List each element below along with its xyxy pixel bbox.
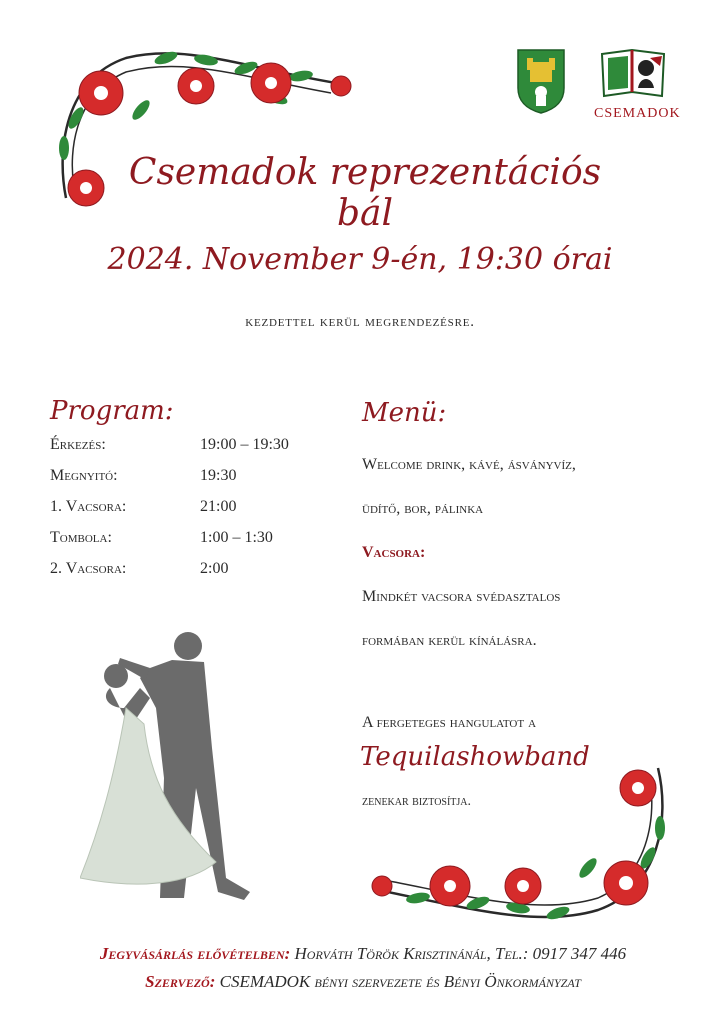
music-outro: zenekar biztosítja. (362, 794, 472, 809)
program-row-label: Érkezés: (50, 436, 106, 453)
logo-group (516, 48, 681, 128)
music-intro: A fergeteges hangulatot a (362, 714, 537, 731)
program-row-label: 1. Vacsora: (50, 498, 127, 515)
tickets-label: Jegyvásárlás elővételben: (99, 944, 291, 963)
folk-flower-ornament-bottom-right-icon (358, 758, 678, 938)
footer-organizer (18, 972, 708, 992)
tickets-text: Horváth Török Krisztinánál, Tel.: 0917 347 446 (294, 944, 627, 963)
menu-drinks-line: Welcome drink, kávé, ásványvíz, (362, 456, 576, 473)
csemadok-logo-icon (600, 48, 666, 104)
program-row-label: Tombola: (50, 529, 112, 546)
dancing-couple-silhouette-icon (80, 628, 260, 922)
coat-of-arms-icon (516, 48, 566, 118)
program-row-time: 19:30 (200, 467, 237, 484)
csemadok-logo-label: CSEMADOK (594, 106, 681, 121)
program-row-time: 19:00 – 19:30 (200, 436, 289, 453)
menu-heading: Menü: (362, 398, 447, 428)
program-heading: Program: (50, 396, 174, 426)
menu-vacsora-line: Mindkét vacsora svédasztalos (362, 588, 561, 605)
footer-tickets (18, 944, 708, 964)
program-row-time: 1:00 – 1:30 (200, 529, 273, 546)
program-row-time: 2:00 (200, 560, 229, 577)
program-row-time: 21:00 (200, 498, 237, 515)
event-subtitle: kezdettel kerül megrendezésre. (245, 314, 475, 330)
event-date: 2024. November 9-én, 19:30 órai (107, 242, 613, 277)
event-title: Csemadok reprezentációs bál (128, 152, 602, 234)
program-row-label: Megnyitó: (50, 467, 118, 484)
organizer-label: Szervező: (145, 972, 216, 991)
menu-drinks-line: üdítő, bor, pálinka (362, 500, 484, 517)
menu-vacsora-label: Vacsora: (362, 544, 426, 561)
menu-vacsora-line: formában kerül kínálásra. (362, 632, 537, 649)
band-name: Tequilashowband (360, 742, 590, 772)
program-row-label: 2. Vacsora: (50, 560, 127, 577)
organizer-text: CSEMADOK bényi szervezete és Bényi Önkormányzat (219, 972, 581, 991)
